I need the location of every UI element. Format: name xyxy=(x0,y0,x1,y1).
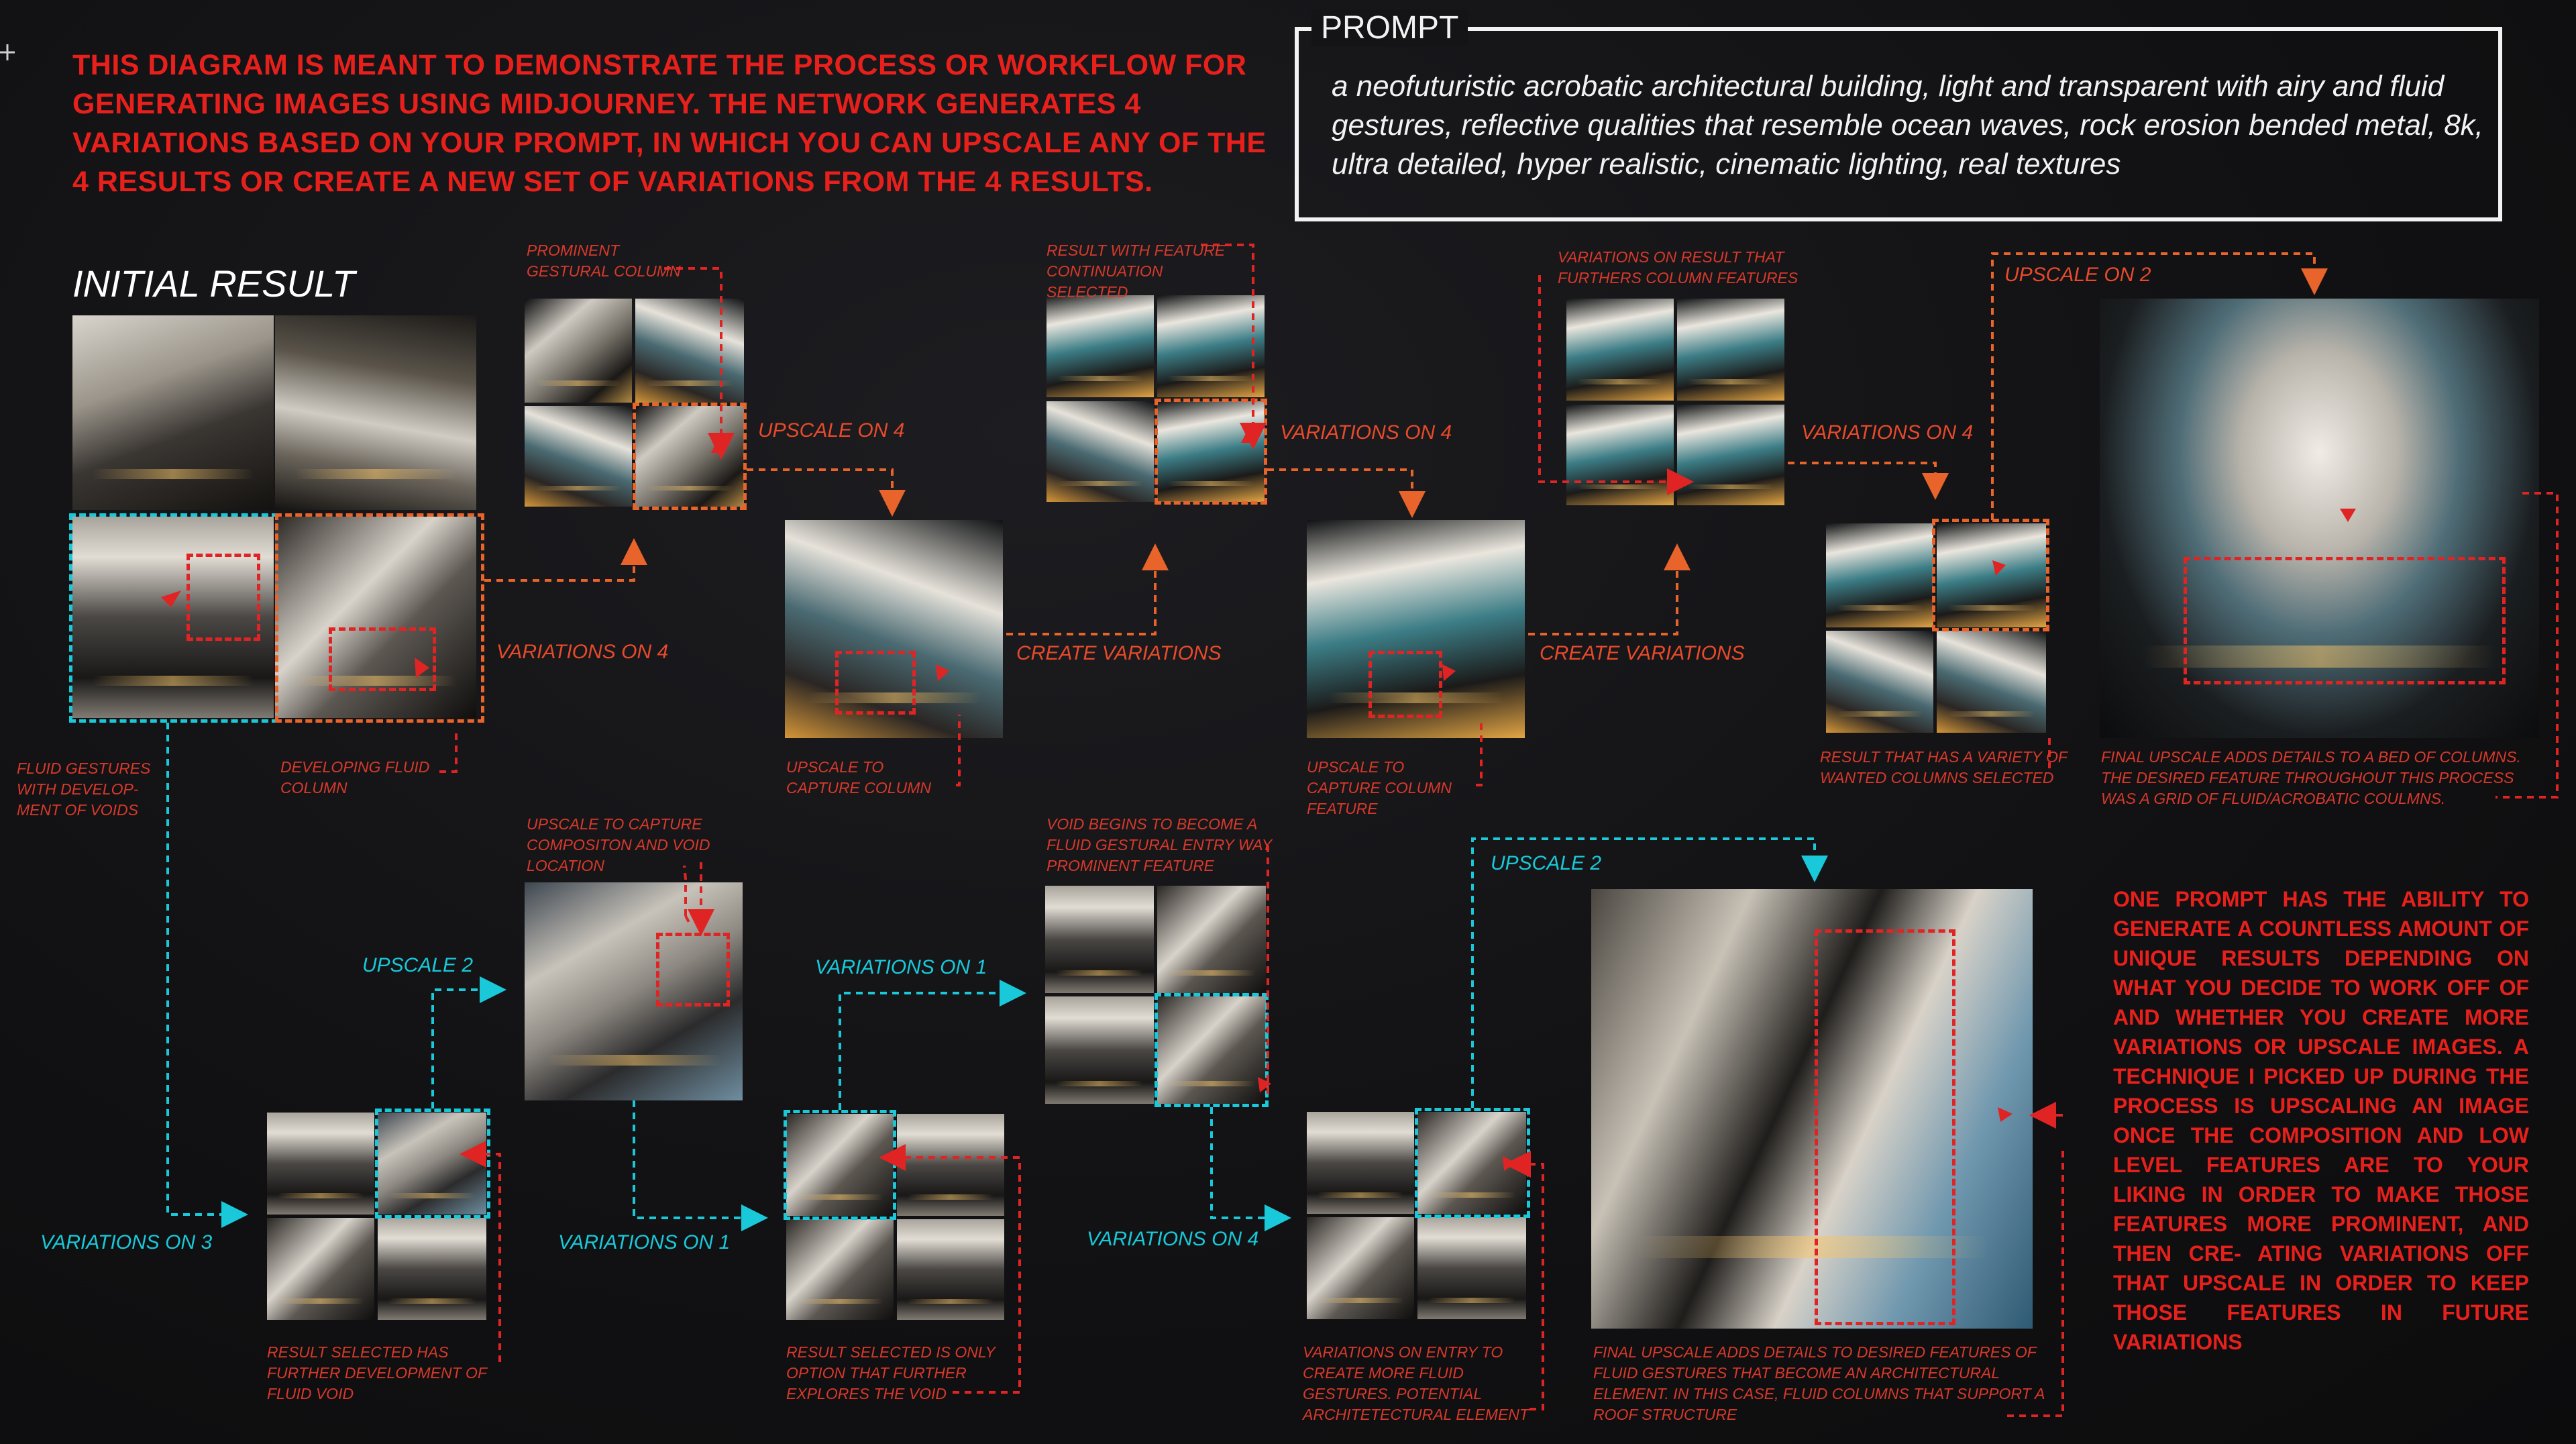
note-upscale-composition: UPSCALE TO CAPTURE COMPOSITON AND VOID LOCATION xyxy=(527,815,710,874)
note-prominent-column: PROMINENT GESTURAL COLUMN xyxy=(527,242,681,280)
label-upscale-on-4: UPSCALE ON 4 xyxy=(758,419,905,442)
label-upscale-2-b: UPSCALE 2 xyxy=(1491,852,1602,874)
label-variations-on-1-b: VARIATIONS ON 1 xyxy=(815,956,987,978)
note-upscale-capture-column: UPSCALE TO CAPTURE COLUMN xyxy=(786,758,931,796)
prompt-text: a neofuturistic acrobatic architectural building, light and transparent with airy and fluid gestures, reflective qualities that resemble ocean waves, rock erosion bended metal, 8k, ultra detailed, hyper realistic, cinematic lighting, real textures xyxy=(1332,70,2483,180)
note-feature-continuation: RESULT WITH FEATURE CONTINUATION SELECTED xyxy=(1046,242,1226,301)
label-upscale-on-2: UPSCALE ON 2 xyxy=(2004,264,2151,286)
initial-result-title: INITIAL RESULT xyxy=(72,262,356,305)
note-only-option: RESULT SELECTED IS ONLY OPTION THAT FURTHER EXPLORES THE VOID xyxy=(786,1343,996,1402)
closing-text: ONE PROMPT HAS THE ABILITY TO GENERATE A COUNTLESS AMOUNT OF UNIQUE RESULTS DEPENDING ON WHAT YOU DECIDE TO WORK OFF OF AND WHETHER YOU CREATE MORE VARIATIONS OR UPSCALE IMAGES. A TECHNIQUE I PICKED UP DURING THE PROCESS IS UPSCALING AN IMAGE ONCE THE COMPOSITION AND LOW LEVEL FEATURES ARE TO YOUR LIKING IN ORDER TO MAKE THOSE FEATURES MORE PROMINENT, AND THEN CRE- ATING VARIATIONS OFF THAT UPSCALE IN ORDER TO KEEP THOSE FEATURES IN FUTURE VARIATIONS xyxy=(2113,887,2529,1354)
note-upscale-capture-feature: UPSCALE TO CAPTURE COLUMN FEATURE xyxy=(1307,758,1452,817)
label-variations-on-1-a: VARIATIONS ON 1 xyxy=(558,1231,731,1253)
label-upscale-2-a: UPSCALE 2 xyxy=(362,954,474,976)
intro-text: THIS DIAGRAM IS MEANT TO DEMONSTRATE THE PROCESS OR WORKFLOW FOR GENERATING IMAGES USING MIDJOURNEY. THE NETWORK GENERATES 4 VARIATIONS BASED ON YOUR PROMPT, IN WHICH YOU CAN UPSCALE ANY OF THE 4 RESULTS OR CREATE A NEW SET OF VARIATIONS FROM THE 4 RESULTS. xyxy=(72,49,1267,198)
label-variations-on-4-a: VARIATIONS ON 4 xyxy=(496,641,669,663)
label-variations-on-3: VARIATIONS ON 3 xyxy=(40,1231,213,1253)
label-variations-on-4-d: VARIATIONS ON 4 xyxy=(1087,1228,1259,1250)
note-final-upscale-columns: FINAL UPSCALE ADDS DETAILS TO A BED OF COLUMNS. THE DESIRED FEATURE THROUGHOUT THIS PROCESS WAS A GRID OF FLUID/ACROBATIC COULMNS. xyxy=(2101,748,2521,807)
note-void-entry: VOID BEGINS TO BECOME A FLUID GESTURAL ENTRY WAY PROMINENT FEATURE xyxy=(1046,815,1272,874)
label-variations-on-4-c: VARIATIONS ON 4 xyxy=(1801,421,1974,444)
note-entry-variations: VARIATIONS ON ENTRY TO CREATE MORE FLUID GESTURES. POTENTIAL ARCHITETECTURAL ELEMENT xyxy=(1303,1343,1529,1423)
note-variety-columns: RESULT THAT HAS A VARIETY OF WANTED COLUMNS SELECTED xyxy=(1820,748,2068,786)
note-furthers-column: VARIATIONS ON RESULT THAT FURTHERS COLUMN FEATURES xyxy=(1558,248,1799,287)
label-create-variations-b: CREATE VARIATIONS xyxy=(1540,642,1745,664)
label-create-variations-a: CREATE VARIATIONS xyxy=(1016,642,1222,664)
note-final-upscale-entry: FINAL UPSCALE ADDS DETAILS TO DESIRED FEATURES OF FLUID GESTURES THAT BECOME AN ARCHITECTURAL ELEMENT. IN THIS CASE, FLUID COLUMNS THAT SUPPORT A ROOF STRUCTURE xyxy=(1593,1343,2045,1423)
prompt-title: PROMPT xyxy=(1311,9,1468,46)
note-fluid-gestures: FLUID GESTURES WITH DEVELOP- MENT OF VOIDS xyxy=(17,760,151,819)
label-variations-on-4-b: VARIATIONS ON 4 xyxy=(1280,421,1452,444)
note-fluid-void: RESULT SELECTED HAS FURTHER DEVELOPMENT OF FLUID VOID xyxy=(267,1343,487,1402)
note-developing-column: DEVELOPING FLUID COLUMN xyxy=(280,758,430,796)
